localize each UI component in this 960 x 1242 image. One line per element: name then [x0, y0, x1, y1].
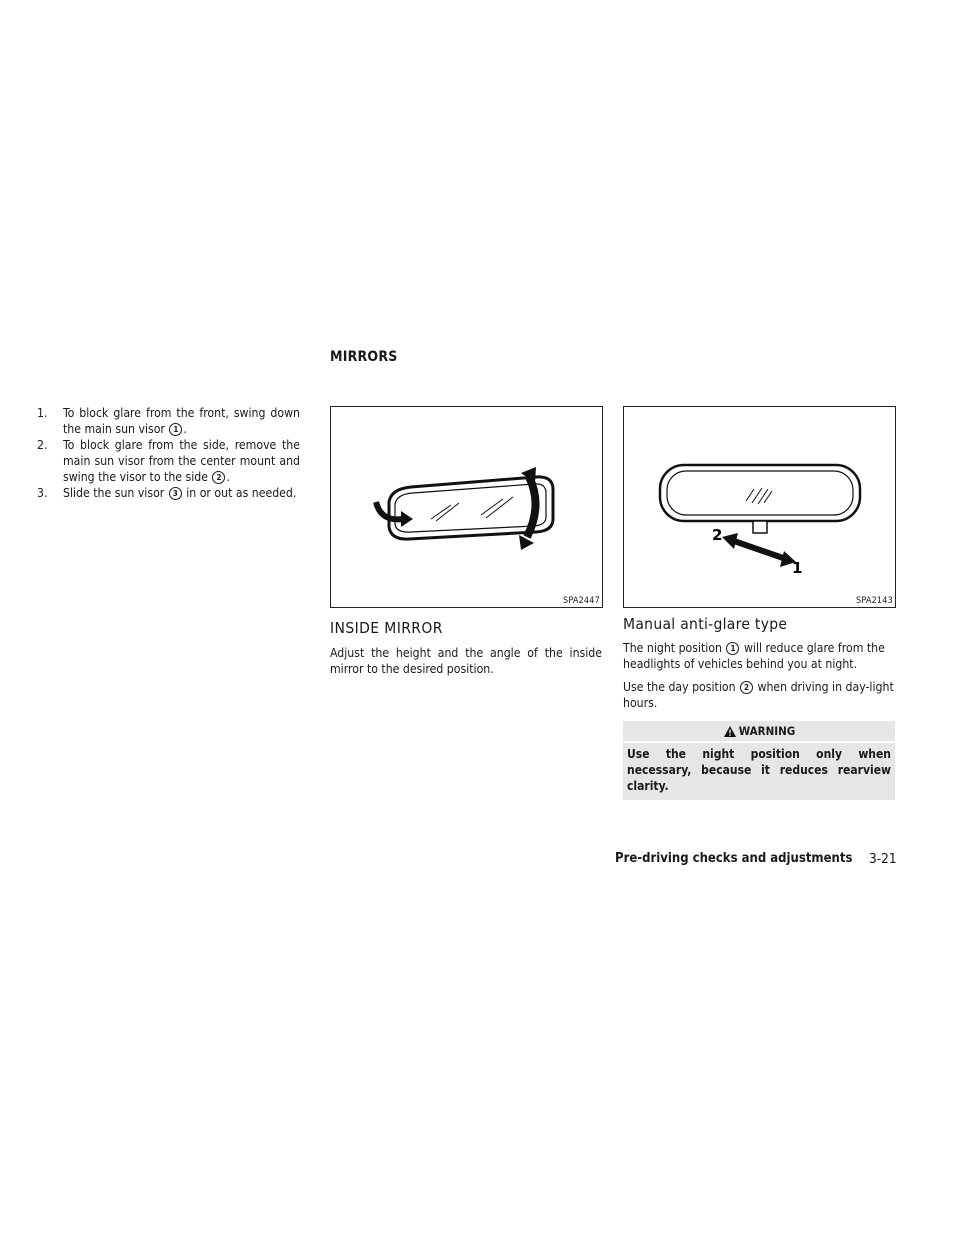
- callout-number: 2: [212, 471, 225, 484]
- inside-mirror-text: Adjust the height and the angle of the inside mirror to the desired position.: [330, 646, 602, 676]
- figure-mirror-adjust: [330, 406, 603, 608]
- list-item: 2. To block glare from the side, remove the main sun visor from the center mount and swing the visor to the side 2 .: [37, 438, 300, 484]
- callout-number: 1: [726, 642, 739, 655]
- figure-code: SPA2447: [563, 596, 600, 606]
- mirror-adjust-illustration: [331, 407, 602, 607]
- sun-visor-steps: [35, 405, 300, 501]
- page-number: 3-21: [869, 851, 897, 867]
- warning-title: WARNING: [738, 724, 796, 738]
- callout-2: 2: [712, 526, 723, 544]
- figure-code: SPA2143: [856, 596, 893, 606]
- day-position-text: Use the day position 2 when driving in day-light hours.: [623, 680, 894, 710]
- callout-number: 3: [169, 487, 182, 500]
- section-title: MIRRORS: [330, 349, 398, 365]
- anti-glare-illustration: [624, 407, 895, 607]
- callout-1: 1: [792, 559, 803, 577]
- callout-number: 1: [169, 423, 182, 436]
- warning-triangle-icon: [723, 725, 737, 738]
- list-item: 1. To block glare from the front, swing down the main sun visor 1 .: [37, 406, 300, 436]
- night-position-text: The night position 1 will reduce glare from the headlights of vehicles behind you at night.: [623, 641, 885, 671]
- list-item: 3. Slide the sun visor 3 in or out as needed.: [37, 486, 297, 500]
- manual-anti-glare-heading: Manual anti-glare type: [623, 615, 788, 633]
- footer-section-title: Pre-driving checks and adjustments: [615, 851, 853, 866]
- callout-number: 2: [740, 681, 753, 694]
- inside-mirror-heading: INSIDE MIRROR: [330, 619, 443, 637]
- warning-text: Use the night position only when necessary, because it reduces rearview clarity.: [623, 743, 895, 800]
- warning-header: [623, 721, 895, 741]
- figure-anti-glare: [623, 406, 896, 608]
